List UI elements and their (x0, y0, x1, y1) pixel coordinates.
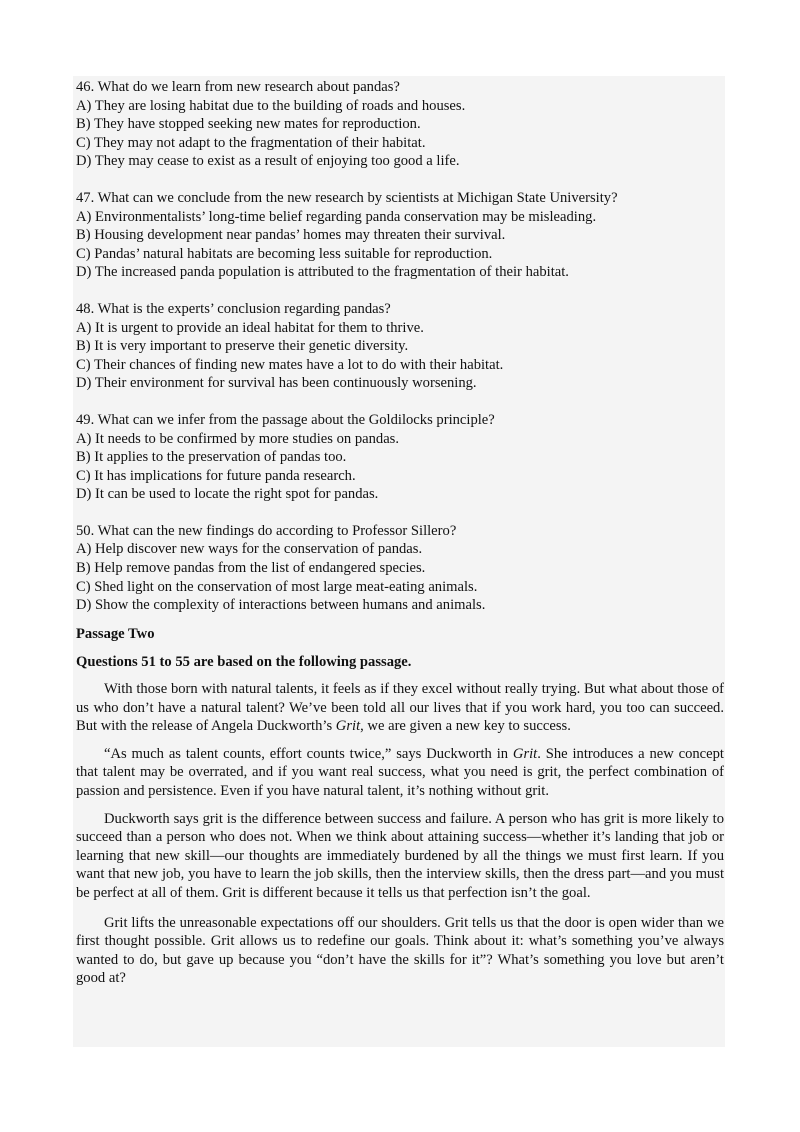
option-c: C) It has implications for future panda research. (76, 467, 356, 484)
option-b: B) They have stopped seeking new mates for reproduction. (76, 116, 421, 133)
paragraph-text: , we are given a new key to success. (360, 718, 571, 735)
question-49 (76, 411, 724, 504)
passage-paragraph-1 (76, 680, 724, 736)
question-46 (76, 78, 724, 171)
option-c: C) Shed light on the conservation of most large meat-eating animals. (76, 578, 478, 595)
option-d: D) They may cease to exist as a result of enjoying too good a life. (76, 153, 460, 170)
question-stem: 50. What can the new findings do according to Professor Sillero? (76, 522, 457, 539)
option-c: C) They may not adapt to the fragmentation of their habitat. (76, 134, 426, 151)
book-title: Grit (335, 718, 361, 735)
question-50 (76, 522, 724, 615)
option-d: D) The increased panda population is attributed to the fragmentation of their habitat. (76, 264, 569, 281)
option-d: D) Show the complexity of interactions between humans and animals. (76, 597, 486, 614)
option-c: C) Pandas’ natural habitats are becoming less suitable for reproduction. (76, 245, 493, 262)
question-stem: 47. What can we conclude from the new research by scientists at Michigan State University? (76, 189, 618, 206)
option-c: C) Their chances of finding new mates have a lot to do with their habitat. (76, 356, 504, 373)
option-a: A) Help discover new ways for the conservation of pandas. (76, 541, 423, 558)
passage-paragraph-4: Grit lifts the unreasonable expectations off our shoulders. Grit tells us that the door is open wider than we first thought possible. Grit allows us to redefine our goals. Think about it: what’s something you’ve always wanted to do, but gave up because you “don’t have the skills for it”? What’s something you love but aren’t good at? (76, 914, 724, 987)
option-d: D) Their environment for survival has been continuously worsening. (76, 375, 477, 392)
paragraph-text: With those born with natural talents, it feels as if they excel without really trying. But what about those of us who don’t have a natural talent? We’ve been told all our lives that if you work hard, you too can succeed. But with the release of Angela Duckworth’s (76, 681, 724, 735)
passage-title: Passage Two (76, 625, 155, 642)
option-b: B) It applies to the preservation of pandas too. (76, 449, 347, 466)
question-stem: 48. What is the experts’ conclusion regarding pandas? (76, 300, 391, 317)
page-content (76, 78, 724, 997)
book-title: Grit (512, 745, 538, 762)
option-d: D) It can be used to locate the right spot for pandas. (76, 486, 379, 503)
passage-instruction: Questions 51 to 55 are based on the following passage. (76, 654, 412, 671)
question-stem: 49. What can we infer from the passage about the Goldilocks principle? (76, 411, 495, 428)
passage-paragraph-3: Duckworth says grit is the difference between success and failure. A person who has grit is more likely to succeed than a person who does not. When we think about attaining success—whether it’s landing that job or learning that new skill—our thoughts are immediately burdened by all the things we must first learn. If you want that new job, you have to learn the job skills, then the interview skills, then the dress part—and you must be perfect at all of them. Grit is different because it tells us that perfection isn’t the goal. (76, 810, 724, 901)
question-48 (76, 300, 724, 393)
paragraph-text: . She introduces a new concept that talent may be overrated, and if you want real success, what you need is grit, the perfect combination of passion and persistence. Even if you have natural talent, it’s nothing without grit. (76, 745, 724, 799)
question-stem: 46. What do we learn from new research about pandas? (76, 79, 400, 95)
passage-paragraph-2 (76, 745, 724, 801)
option-a: A) It is urgent to provide an ideal habitat for them to thrive. (76, 319, 424, 336)
paragraph-text: “As much as talent counts, effort counts twice,” says Duckworth in (104, 745, 513, 762)
option-b: B) Housing development near pandas’ homes may threaten their survival. (76, 227, 506, 244)
option-a: A) It needs to be confirmed by more studies on pandas. (76, 430, 400, 447)
option-a: A) They are losing habitat due to the building of roads and houses. (76, 97, 466, 114)
option-b: B) It is very important to preserve their genetic diversity. (76, 338, 409, 355)
question-47 (76, 189, 724, 282)
option-b: B) Help remove pandas from the list of endangered species. (76, 560, 426, 577)
option-a: A) Environmentalists’ long-time belief regarding panda conservation may be misleading. (76, 208, 597, 225)
